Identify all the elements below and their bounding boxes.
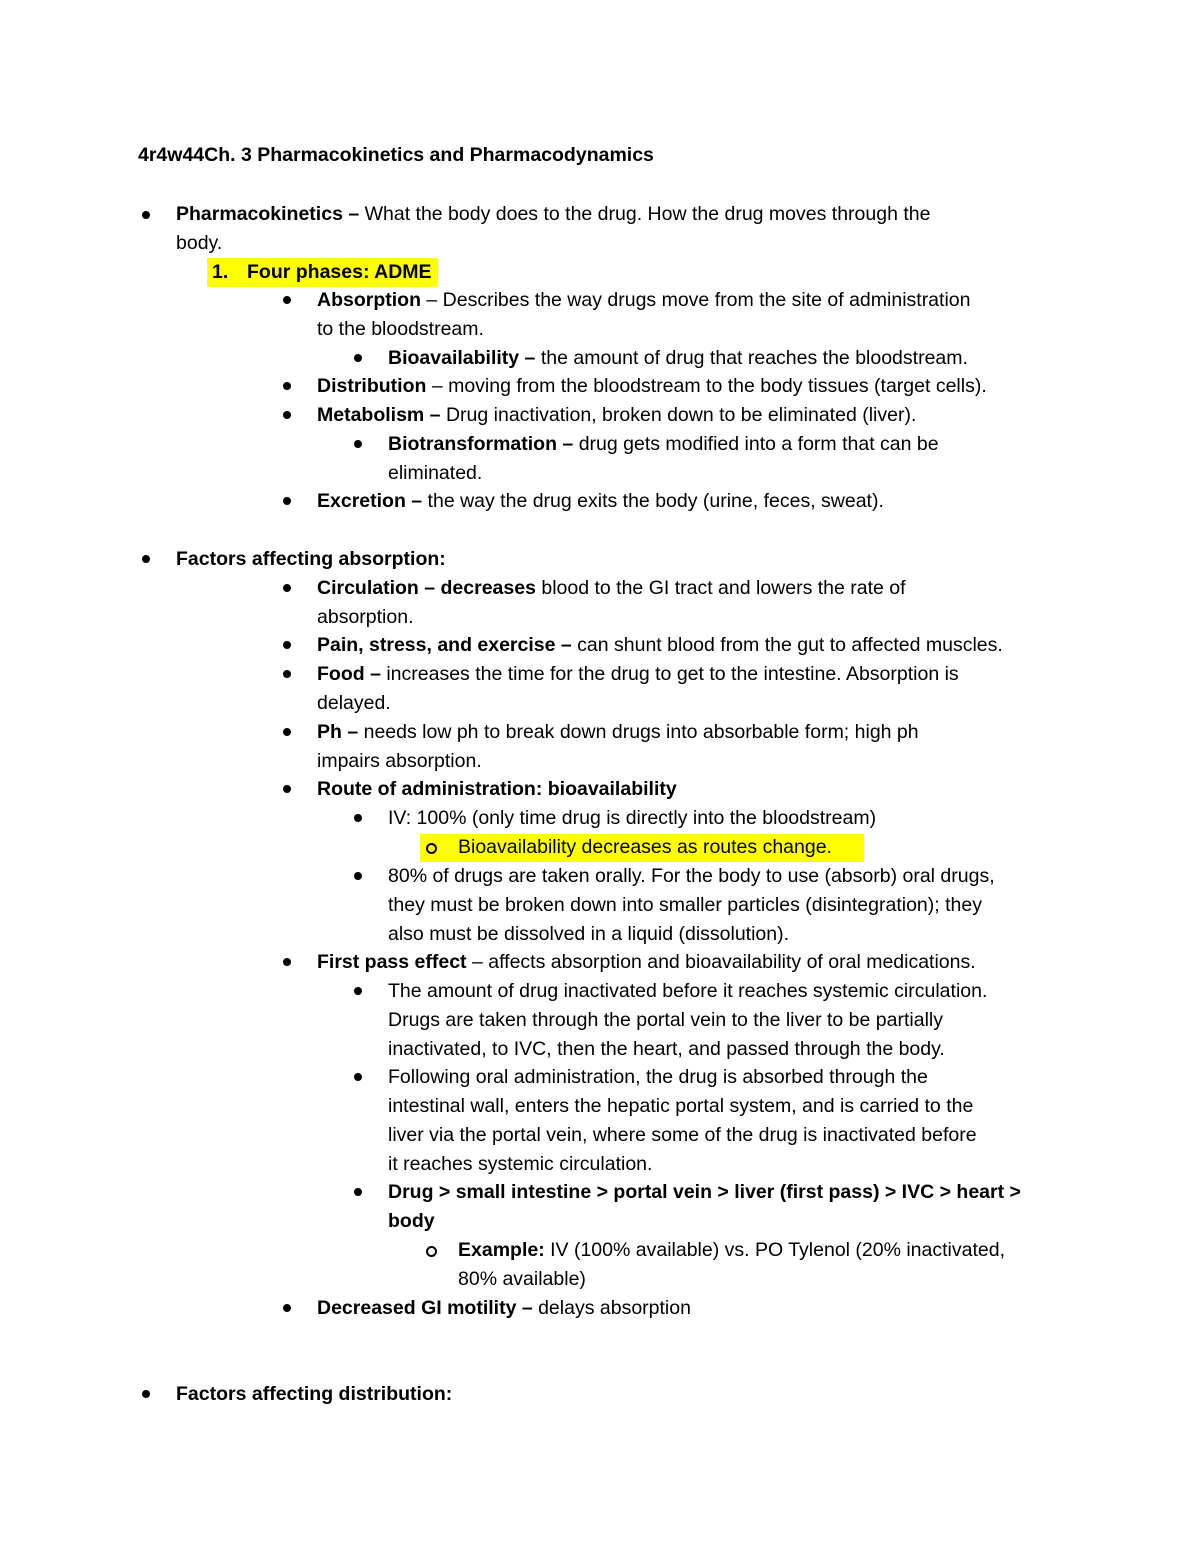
first-pass-item — [317, 948, 976, 977]
bullet — [283, 785, 291, 793]
bullet — [283, 670, 291, 678]
list-number: 1. — [212, 261, 229, 283]
definition: increases the time for the drug to get to the intestine. Absorption is — [380, 663, 959, 685]
definition: the amount of drug that reaches the bloodstream. — [535, 347, 968, 369]
term: Distribution — [317, 375, 427, 397]
definition: delays absorption — [532, 1297, 691, 1319]
bullet — [283, 584, 291, 592]
bullet — [283, 728, 291, 736]
bullet — [283, 411, 291, 419]
continuation-line: also must be dissolved in a liquid (dissolution). — [388, 923, 790, 945]
continuation-line: they must be broken down into smaller particles (disintegration); they — [388, 894, 982, 916]
bullet — [354, 1188, 362, 1196]
term: Ph – — [317, 721, 359, 743]
open-bullet — [426, 1246, 437, 1257]
continuation-line: body. — [176, 232, 223, 254]
term: Biotransformation – — [388, 433, 574, 455]
food-item — [317, 660, 959, 689]
term: First pass effect — [317, 951, 467, 973]
term: Metabolism – — [317, 404, 441, 426]
definition: – moving from the bloodstream to the body tissues (target cells). — [426, 375, 987, 397]
following-item: Following oral administration, the drug is absorbed through the — [388, 1066, 928, 1088]
route-heading: Route of administration: bioavailability — [317, 778, 677, 800]
pain-item — [317, 631, 1003, 660]
bullet — [283, 641, 291, 649]
continuation-line: inactivated, to IVC, then the heart, and passed through the body. — [388, 1038, 945, 1060]
page-title: 4r4w44Ch. 3 Pharmacokinetics and Pharmacodynamics — [138, 144, 654, 166]
term: Pharmacokinetics – — [176, 203, 360, 225]
term: Pain, stress, and exercise – — [317, 634, 572, 656]
definition: IV (100% available) vs. PO Tylenol (20% inactivated, — [544, 1239, 1005, 1261]
metabolism-item — [317, 401, 916, 430]
gi-motility-item — [317, 1294, 691, 1323]
bullet — [142, 1390, 150, 1398]
bullet — [354, 1073, 362, 1081]
factors-absorption-heading: Factors affecting absorption: — [176, 548, 446, 570]
factors-distribution-heading: Factors affecting distribution: — [176, 1383, 453, 1405]
continuation-line: impairs absorption. — [317, 750, 482, 772]
drug-path-item: Drug > small intestine > portal vein > liver (first pass) > IVC > heart > — [388, 1181, 1021, 1203]
definition: the way the drug exits the body (urine, feces, sweat). — [422, 490, 884, 512]
bullet — [354, 354, 362, 362]
distribution-item — [317, 372, 987, 401]
bullet — [354, 872, 362, 880]
pharmacokinetics-item — [176, 200, 930, 229]
bullet — [354, 814, 362, 822]
bioavailability-item — [388, 344, 968, 373]
bullet — [283, 958, 291, 966]
continuation-line: absorption. — [317, 606, 414, 628]
definition: Drug inactivation, broken down to be eliminated (liver). — [440, 404, 917, 426]
definition: blood to the GI tract and lowers the rate of — [535, 577, 906, 599]
continuation-line: to the bloodstream. — [317, 318, 484, 340]
amount-item: The amount of drug inactivated before it reaches systemic circulation. — [388, 980, 988, 1002]
term: Bioavailability – — [388, 347, 536, 369]
biotransformation-item — [388, 430, 939, 459]
bullet — [283, 497, 291, 505]
definition: needs low ph to break down drugs into absorbable form; high ph — [358, 721, 919, 743]
definition: – affects absorption and bioavailability of oral medications. — [466, 951, 976, 973]
definition: – Describes the way drugs move from the site of administration — [420, 289, 971, 311]
bio-decreases-item: Bioavailability decreases as routes change. — [458, 836, 832, 858]
continuation-line: liver via the portal vein, where some of the drug is inactivated before — [388, 1124, 977, 1146]
bullet — [283, 382, 291, 390]
continuation-line: body — [388, 1210, 435, 1232]
term: Food – — [317, 663, 381, 685]
term: Absorption — [317, 289, 421, 311]
bullet — [142, 211, 150, 219]
ph-item — [317, 718, 919, 747]
term: Decreased GI motility – — [317, 1297, 533, 1319]
bullet — [283, 296, 291, 304]
bullet — [354, 987, 362, 995]
bullet — [142, 555, 150, 563]
bullet — [354, 440, 362, 448]
excretion-item — [317, 487, 884, 516]
term: Excretion – — [317, 490, 423, 512]
continuation-line: eliminated. — [388, 462, 483, 484]
example-item — [458, 1236, 1005, 1265]
continuation-line: delayed. — [317, 692, 391, 714]
continuation-line: 80% available) — [458, 1268, 586, 1290]
continuation-line: it reaches systemic circulation. — [388, 1153, 653, 1175]
definition: What the body does to the drug. How the drug moves through the — [359, 203, 931, 225]
open-bullet — [426, 843, 437, 854]
term: Example: — [458, 1239, 545, 1261]
definition: can shunt blood from the gut to affected muscles. — [571, 634, 1003, 656]
oral-item: 80% of drugs are taken orally. For the body to use (absorb) oral drugs, — [388, 865, 995, 887]
circulation-item — [317, 574, 906, 603]
term: Circulation – decreases — [317, 577, 536, 599]
bullet — [283, 1304, 291, 1312]
absorption-item — [317, 286, 970, 315]
continuation-line: Drugs are taken through the portal vein to the liver to be partially — [388, 1009, 943, 1031]
definition: drug gets modified into a form that can be — [573, 433, 939, 455]
continuation-line: intestinal wall, enters the hepatic portal system, and is carried to the — [388, 1095, 974, 1117]
iv-item: IV: 100% (only time drug is directly into the bloodstream) — [388, 807, 877, 829]
four-phases-heading: Four phases: ADME — [247, 261, 432, 283]
